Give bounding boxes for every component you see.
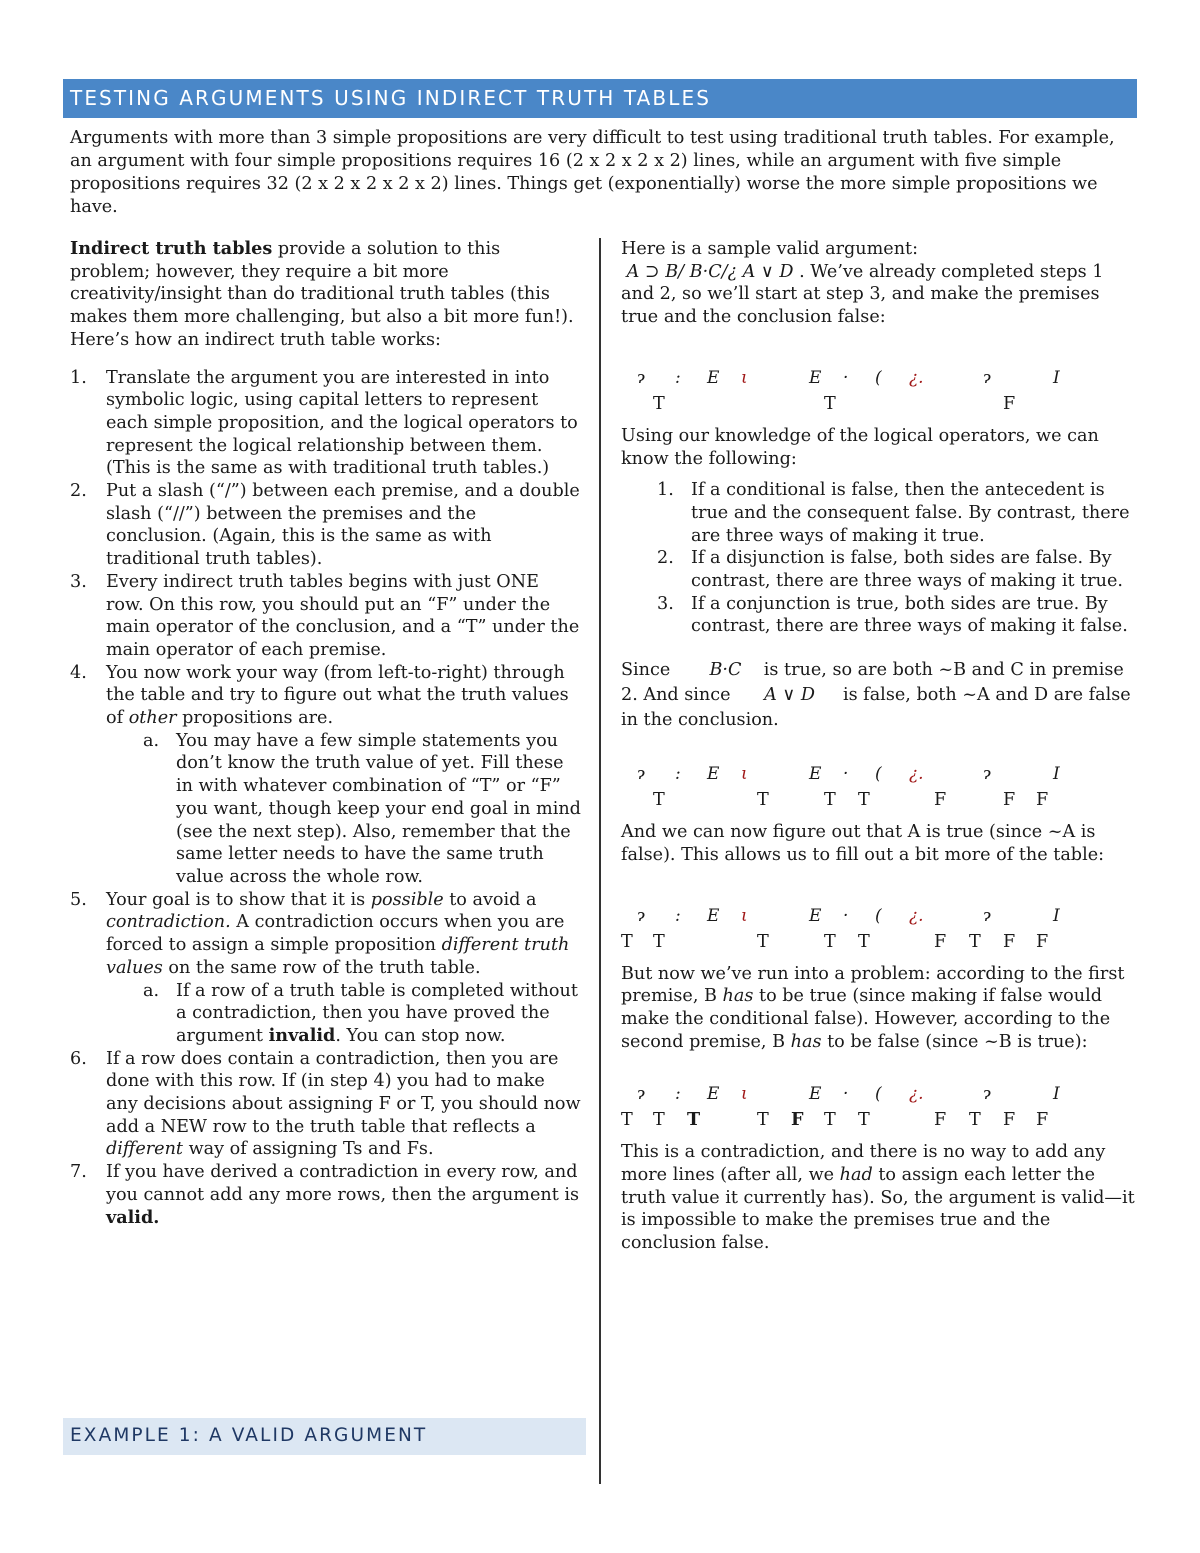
example-heading-bar	[63, 1418, 586, 1455]
since-text: is false, both ~A and D are false in the conclusion.	[621, 685, 1131, 731]
rule-item	[621, 479, 1141, 547]
truth-value: T	[824, 393, 836, 414]
rule-text: If a conditional is false, then the antecedent is true and the consequent false. By contrast, there are three ways of making it true.	[691, 480, 1130, 546]
symbol: ·	[843, 905, 849, 926]
sub-text: If a row of a truth table is completed without a contradiction, then you have proved the argument	[176, 980, 578, 1046]
symbol: ι	[741, 1084, 748, 1105]
problem-text: to be false (since ~B is true):	[821, 1031, 1088, 1052]
truth-row-2	[621, 789, 1141, 813]
sample-formula: A ⊃ B/ B·C/¿ A ∨ D	[626, 261, 794, 282]
step-number: 3.	[70, 571, 87, 592]
since-paragraph	[621, 658, 1141, 733]
symbol: Ι	[1053, 764, 1060, 785]
truth-value: T	[858, 790, 870, 811]
truth-value-contradiction: F	[791, 1109, 804, 1131]
sub-number: a.	[143, 980, 160, 1001]
truth-value: T	[653, 393, 665, 414]
symbol: :	[675, 1084, 681, 1105]
sub-number: a.	[143, 730, 160, 751]
symbol: ·	[843, 1084, 849, 1105]
sub-item	[106, 980, 582, 1048]
step-text: way of assigning Ts and Fs.	[183, 1139, 434, 1160]
rule-number: 1.	[657, 480, 674, 501]
symbol: ɂ	[637, 367, 645, 388]
truth-value: F	[1003, 931, 1016, 952]
truth-row-4	[621, 1109, 1141, 1133]
since-text: is true, so are both ~B and C in premise 2. And since	[621, 660, 1124, 706]
truth-value: T	[621, 1110, 633, 1131]
symbol: :	[675, 905, 681, 926]
problem-text: to be true (since making if false would make the conditional false). However, according to the second premise, B	[621, 986, 1111, 1052]
symbol: ·	[843, 764, 849, 785]
problem-emphasis: has	[722, 986, 754, 1007]
truth-value: F	[1036, 790, 1049, 811]
truth-value: T	[858, 931, 870, 952]
symbol: Ε	[707, 1084, 720, 1105]
step-text: Put a slash (“/”) between each premise, and a double slash (“//”) between the premises and the conclusion. (Again, this is the same as with traditional truth tables).	[106, 481, 580, 570]
step-number: 4.	[70, 662, 87, 683]
truth-value: F	[934, 931, 947, 952]
truth-value: T	[824, 931, 836, 952]
truth-value: T	[824, 790, 836, 811]
truth-value: F	[1036, 931, 1049, 952]
symbol: ɂ	[983, 367, 991, 388]
symbol: ·	[843, 367, 849, 388]
conclusion-text: to assign each letter the truth value it currently has). So, the argument is valid—it is impossible to make the premises true and the conclusion false.	[621, 1165, 1135, 1254]
step-item	[70, 480, 582, 571]
truth-row-3	[621, 931, 1141, 955]
step-emphasis: different truth values	[106, 935, 570, 978]
symbol: ɂ	[983, 905, 991, 926]
symbol: Ι	[1053, 367, 1060, 388]
symbol: Ε	[707, 764, 720, 785]
indirect-truth-tables-term: Indirect truth tables	[70, 238, 273, 259]
symbol: (	[875, 905, 882, 926]
left-intro-text: provide a solution to this problem; however, they require a bit more creativity/insight than do traditional truth tables (this makes them more challenging, but also a bit more fun!). Here’s how an indirect truth table works:	[70, 239, 574, 350]
symbol: ι	[741, 367, 748, 388]
sample-intro	[621, 238, 1141, 329]
truth-value: F	[1003, 790, 1016, 811]
step-text: to avoid a	[443, 889, 537, 910]
truth-value: T	[757, 931, 769, 952]
left-column	[70, 238, 582, 1229]
symbol-row	[621, 1083, 1141, 1109]
steps-list	[70, 367, 582, 1230]
symbol: Ε	[809, 764, 822, 785]
symbol: (	[875, 764, 882, 785]
step-emphasis: different	[106, 1139, 183, 1160]
symbol: ¿.	[909, 1084, 924, 1105]
conclusion-emphasis: had	[839, 1165, 873, 1186]
step-text: propositions are.	[176, 708, 334, 729]
step-item	[70, 1048, 582, 1162]
rules-list	[621, 479, 1141, 638]
step-item	[70, 1161, 582, 1229]
sub-text: You may have a few simple statements you don’t know the truth value of yet. Fill these in with whatever combination of “T” or “F” you want, though keep your end goal in mind (see the next step). Also, remember that the same letter needs to have the same truth value across the whole row.	[176, 730, 581, 887]
rule-item	[621, 547, 1141, 592]
truth-value: F	[1036, 1110, 1049, 1131]
rule-number: 3.	[657, 593, 674, 614]
symbol: ɂ	[637, 905, 645, 926]
symbol: Ε	[707, 367, 720, 388]
step-text: on the same row of the truth table.	[162, 957, 481, 978]
figure-out-paragraph: And we can now figure out that A is true (since ~A is false). This allows us to fill out a bit more of the table:	[621, 822, 1105, 865]
step-number: 2.	[70, 481, 87, 502]
step-text: If you have derived a contradiction in every row, and you cannot add any more rows, then the argument is	[106, 1162, 580, 1205]
symbol: ι	[741, 764, 748, 785]
problem-paragraph	[621, 963, 1141, 1054]
step-item	[70, 367, 582, 481]
symbol-row	[621, 905, 1141, 931]
symbol: ¿.	[909, 367, 924, 388]
step-text: Translate the argument you are interested in into symbolic logic, using capital letters to represent each simple proposition, and the logical operators to represent the logical relationship between them. (This is the same as with traditional truth tables.)	[106, 367, 578, 479]
conjunction-formula: B·C	[709, 660, 742, 681]
symbol: ι	[741, 905, 748, 926]
symbol: Ι	[1053, 1084, 1060, 1105]
step-text: Your goal is to show that it is	[106, 889, 371, 910]
step-emphasis: possible	[370, 889, 444, 910]
truth-row-1	[621, 393, 1141, 417]
problem-emphasis: has	[790, 1031, 822, 1052]
valid-term: valid.	[106, 1206, 160, 1228]
truth-value: T	[653, 1110, 665, 1131]
sub-item	[106, 730, 582, 889]
truth-value: F	[934, 1110, 947, 1131]
operators-intro: Using our knowledge of the logical operators, we can know the following:	[621, 425, 1099, 469]
rule-text: If a disjunction is false, both sides are false. By contrast, there are three ways of making it true.	[691, 548, 1123, 592]
symbol: :	[675, 764, 681, 785]
step-item	[70, 571, 582, 662]
step-number: 6.	[70, 1048, 87, 1069]
sample-intro-rest: . We’ve already completed steps 1 and 2, so we’ll start at step 3, and make the premises true and the conclusion false:	[621, 261, 1104, 328]
symbol: (	[875, 367, 882, 388]
right-column	[621, 238, 1141, 1255]
step-text: A contradiction occurs when you are forced to assign a simple proposition	[106, 912, 565, 956]
symbol-row	[621, 763, 1141, 789]
left-intro	[70, 238, 582, 352]
sub-text: . You can stop now.	[335, 1025, 506, 1046]
column-divider	[599, 238, 601, 1484]
sub-list	[106, 730, 582, 889]
truth-value: F	[1003, 393, 1016, 414]
step-number: 7.	[70, 1162, 87, 1183]
truth-value: T	[621, 931, 633, 952]
truth-value: T	[858, 1110, 870, 1131]
sample-intro-text: Here is a sample valid argument:	[621, 239, 919, 259]
symbol: ɂ	[637, 1084, 645, 1105]
truth-value: T	[969, 1110, 981, 1131]
step-item	[70, 889, 582, 1048]
truth-value: T	[653, 931, 665, 952]
step-emphasis: other	[128, 708, 177, 729]
step-number: 1.	[70, 367, 87, 388]
step-number: 5.	[70, 889, 87, 910]
step-emphasis: contradiction.	[106, 912, 231, 933]
truth-value: T	[757, 790, 769, 811]
symbol-row	[621, 367, 1141, 393]
symbol: ɂ	[983, 764, 991, 785]
invalid-term: invalid	[268, 1024, 336, 1046]
symbol: Ε	[707, 905, 720, 926]
sub-list	[106, 980, 582, 1048]
conclusion-paragraph	[621, 1141, 1141, 1255]
rule-number: 2.	[657, 548, 674, 569]
conclusion-text: This is a contradiction, and there is no way to add any more lines (after all, we	[621, 1142, 1106, 1186]
symbol: Ε	[809, 905, 822, 926]
truth-value: F	[1003, 1110, 1016, 1131]
disjunction-formula: A ∨ D	[764, 685, 815, 706]
symbol: ¿.	[909, 905, 924, 926]
step-text: If a row does contain a contradiction, then you are done with this row. If (in step 4) you had to make any decisions about assigning F or T, you should now add a NEW row to the truth table that reflects a	[106, 1048, 581, 1137]
truth-value: T	[757, 1110, 769, 1131]
symbol: Ε	[809, 1084, 822, 1105]
symbol: (	[875, 1084, 882, 1105]
symbol: Ι	[1053, 905, 1060, 926]
rule-item	[621, 593, 1141, 638]
truth-value: F	[934, 790, 947, 811]
symbol: ¿.	[909, 764, 924, 785]
truth-value-contradiction: T	[687, 1109, 701, 1131]
step-text: You now work your way (from left-to-right) through the table and try to figure out what the truth values of	[106, 662, 569, 729]
intro-paragraph: Arguments with more than 3 simple propositions are very difficult to test using traditional truth tables. For example, an argument with four simple propositions requires 16 (2 x 2 x 2 x 2) lines, while an argument with five simple propositions requires 32 (2 x 2 x 2 x 2 x 2) lines. Things get (exponentially) worse the more simple propositions we have.	[70, 128, 1115, 217]
truth-value: T	[653, 790, 665, 811]
rule-text: If a conjunction is true, both sides are true. By contrast, there are three ways of making it false.	[691, 593, 1128, 637]
step-item	[70, 662, 582, 889]
example-heading: EXAMPLE 1: A VALID ARGUMENT	[70, 1425, 428, 1446]
section-title-bar	[63, 79, 1137, 118]
since-text: Since	[621, 660, 671, 681]
truth-value: T	[969, 931, 981, 952]
step-text: Every indirect truth tables begins with just ONE row. On this row, you should put an “F” under the main operator of the conclusion, and a “T” under the main operator of each premise.	[106, 571, 580, 660]
symbol: ɂ	[983, 1084, 991, 1105]
symbol: Ε	[809, 367, 822, 388]
problem-text: But now we’ve run into a problem: according to the first premise, B	[621, 963, 1125, 1007]
section-title: TESTING ARGUMENTS USING INDIRECT TRUTH TABLES	[70, 86, 712, 110]
symbol: :	[675, 367, 681, 388]
truth-value: T	[824, 1110, 836, 1131]
symbol: ɂ	[637, 764, 645, 785]
